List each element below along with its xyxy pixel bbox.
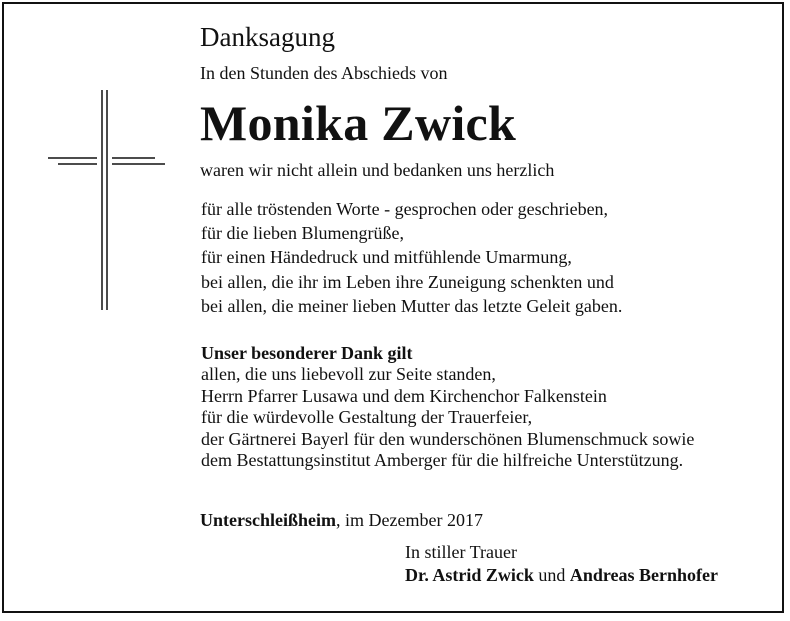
place-name: Unterschleißheim [200,510,336,530]
signatory-first: Dr. Astrid Zwick [405,565,534,585]
list-item: dem Bestattungsinstitut Amberger für die hilfreiche Unterstützung. [201,450,684,471]
signature-block [405,541,718,587]
signatory-second: Andreas Bernhofer [569,565,719,585]
heading: Danksagung [200,22,335,52]
thanks-list [201,197,622,318]
list-item: der Gärtnerei Bayerl für den wunderschönen Blumenschmuck sowie [201,428,695,449]
intro-line: In den Stunden des Abschieds von [200,63,448,83]
place-date-line [200,510,483,531]
list-item: allen, die uns liebevoll zur Seite standen, [201,364,496,385]
deceased-name: Monika Zwick [200,95,517,151]
cross-icon [40,80,180,320]
list-item: bei allen, die ihr im Leben ihre Zuneigung schenkten und [201,271,614,292]
date-text: , im Dezember 2017 [335,510,483,530]
list-item: für alle tröstenden Worte - gesprochen oder geschrieben, [201,199,609,219]
list-item: Herrn Pfarrer Lusawa und dem Kirchenchor Falkenstein [201,385,607,406]
special-thanks-title: Unser besonderer Dank gilt [201,343,413,363]
list-item: für die lieben Blumengrüße, [201,223,404,244]
signatory-connector: und [533,565,570,585]
list-item: für einen Händedruck und mitfühlende Umarmung, [201,247,572,268]
signatories-line [405,564,718,587]
list-item: für die würdevolle Gestaltung der Trauerfeier, [201,407,533,428]
gratitude-line: waren wir nicht allein und bedanken uns herzlich [200,160,555,180]
mourning-line: In stiller Trauer [405,542,517,562]
special-thanks [201,343,694,471]
list-item: bei allen, die meiner lieben Mutter das letzte Geleit gaben. [201,295,623,316]
